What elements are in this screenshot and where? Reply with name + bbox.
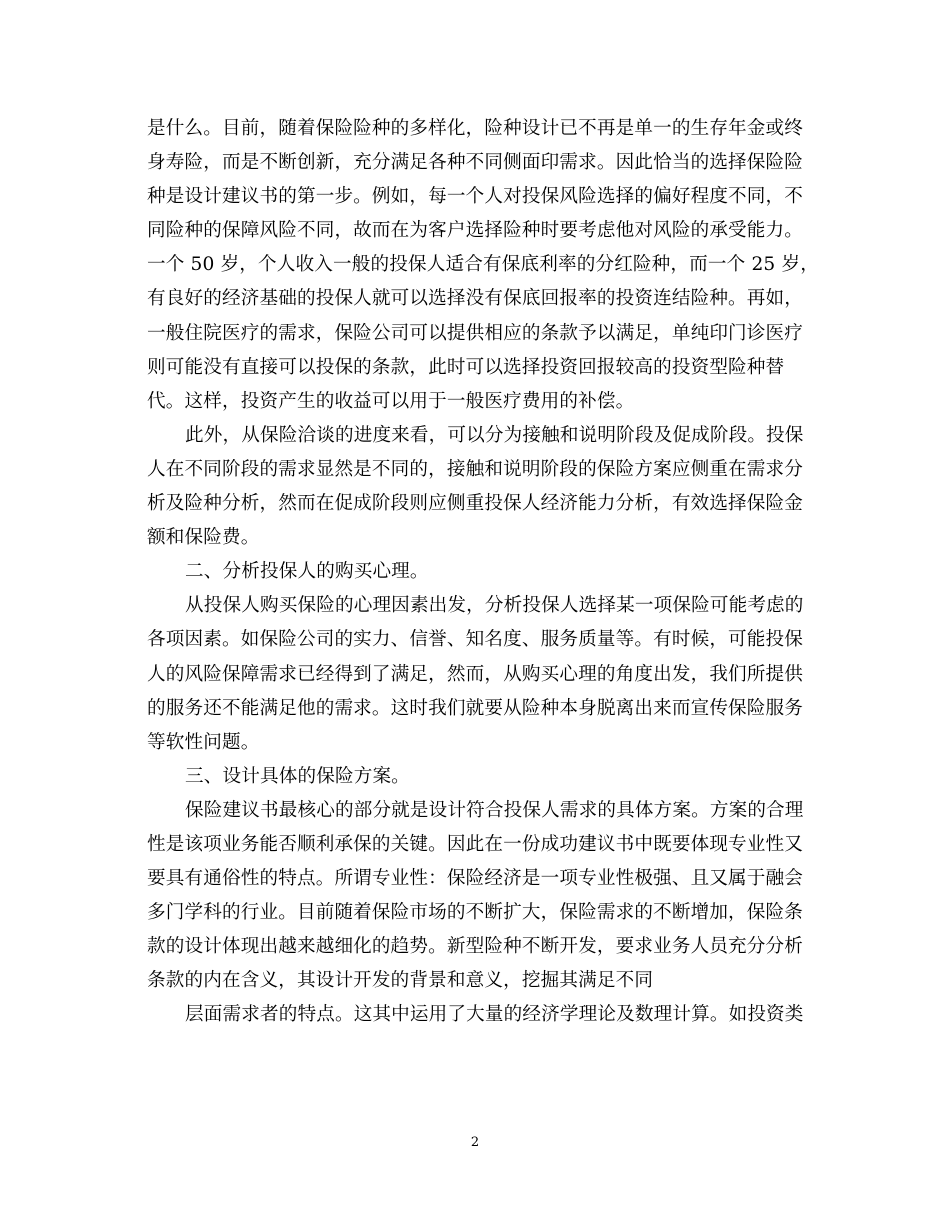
text-line: 人的风险保障需求已经得到了满足，然而，从购买心理的角度出发，我们所提供 [147,663,804,685]
text-line: 等软性问题。 [147,731,260,753]
text-line: 代。这样，投资产生的收益可以用于一般医疗费用的补偿。 [147,390,635,412]
text-line: 的服务还不能满足他的需求。这时我们就要从险种本身脱离出来而宣传保险服务 [147,697,804,719]
text-line: 二、分析投保人的购买心理。 [185,561,429,583]
text-line: 额和保险费。 [147,527,260,549]
text-line: 析及险种分析，然而在促成阶段则应侧重投保人经济能力分析，有效选择保险金 [147,493,804,515]
text-line: 身寿险，而是不断创新，充分满足各种不同侧面印需求。因此恰当的选择保险险 [147,152,804,174]
text-line: 一般住院医疗的需求，保险公司可以提供相应的条款予以满足，单纯印门诊医疗 [147,322,804,344]
text-line: 种是设计建议书的第一步。例如，每一个人对投保风险选择的偏好程度不同，不 [147,186,804,208]
text-line: 人在不同阶段的需求显然是不同的，接触和说明阶段的保险方案应侧重在需求分 [147,458,804,480]
text-line: 三、设计具体的保险方案。 [185,765,410,787]
text-line: 保险建议书最核心的部分就是设计符合投保人需求的具体方案。方案的合理 [185,799,804,821]
text-line: 有良好的经济基础的投保人就可以选择没有保底回报率的投资连结险种。再如， [147,288,804,310]
text-line: 从投保人购买保险的心理因素出发，分析投保人选择某一项保险可能考虑的 [185,595,804,617]
text-line: 要具有通俗性的特点。所谓专业性：保险经济是一项专业性极强、且又属于融会 [147,868,804,890]
text-line: 此外，从保险洽谈的进度来看，可以分为接触和说明阶段及促成阶段。投保 [185,424,804,446]
text-line: 一个 50 岁，个人收入一般的投保人适合有保底利率的分红险种，而一个 25 岁， [147,254,819,276]
text-line: 多门学科的行业。目前随着保险市场的不断扩大，保险需求的不断增加，保险条 [147,902,804,924]
body-text [147,112,819,1033]
text-line: 则可能没有直接可以投保的条款，此时可以选择投资回报较高的投资型险种替 [147,356,785,378]
text-line: 同险种的保障风险不同，故而在为客户选择险种时要考虑他对风险的承受能力。 [147,220,804,242]
text-line: 款的设计体现出越来越细化的趋势。新型险种不断开发，要求业务人员充分分析 [147,936,804,958]
page-number: 2 [470,1135,480,1150]
text-line: 条款的内在含义，其设计开发的背景和意义，挖掘其满足不同 [147,970,654,992]
text-line: 层面需求者的特点。这其中运用了大量的经济学理论及数理计算。如投资类 [185,1004,804,1026]
text-line: 各项因素。如保险公司的实力、信誉、知名度、服务质量等。有时候，可能投保 [147,629,804,651]
text-line: 是什么。目前，随着保险险种的多样化，险种设计已不再是单一的生存年金或终 [147,118,804,139]
text-line: 性是该项业务能否顺利承保的关键。因此在一份成功建议书中既要体现专业性又 [147,833,804,855]
